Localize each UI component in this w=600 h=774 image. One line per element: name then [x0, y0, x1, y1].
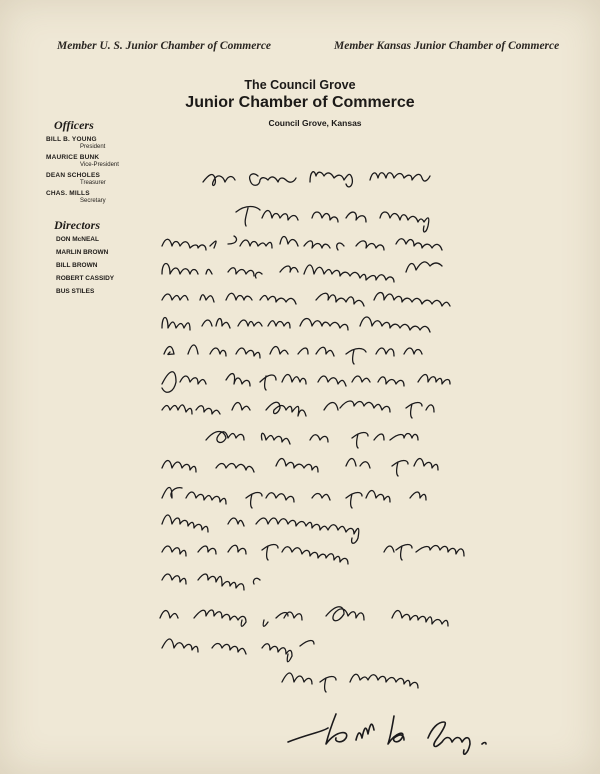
officer-name: CHAS. MILLS	[46, 190, 90, 197]
handwriting-line	[203, 172, 430, 187]
officer-name: DEAN SCHOLES	[46, 172, 101, 179]
officer-title: President	[80, 144, 106, 150]
handwriting-line	[162, 459, 438, 477]
org-location: Council Grove, Kansas	[268, 118, 362, 128]
handwriting-line	[162, 372, 450, 393]
handwriting-line	[162, 401, 434, 418]
officer-title: Treasurer	[80, 180, 106, 186]
director-name: BILL BROWN	[56, 262, 98, 269]
handwriting-line	[164, 345, 422, 364]
handwriting-line	[236, 207, 429, 233]
director-name: ROBERT CASSIDY	[56, 275, 115, 282]
handwriting-line	[162, 639, 314, 662]
directors-heading: Directors	[54, 218, 100, 232]
officer-name: MAURICE BUNK	[46, 154, 100, 161]
member-us-jaycees: Member U. S. Junior Chamber of Commerce	[57, 40, 272, 52]
officer-title: Secretary	[80, 198, 106, 204]
director-name: MARLIN BROWN	[56, 249, 109, 256]
member-kansas-jaycees: Member Kansas Junior Chamber of Commerce	[334, 40, 560, 52]
officer-name: BILL B. YOUNG	[46, 136, 97, 143]
org-line-1: The Council Grove	[244, 78, 356, 92]
handwriting-line	[206, 432, 418, 449]
director-name: DON McNEAL	[56, 236, 99, 243]
handwriting-line	[162, 262, 442, 282]
handwriting-line	[162, 488, 426, 509]
handwriting-line	[162, 236, 442, 250]
handwriting-line	[162, 293, 450, 307]
handwriting-line	[162, 515, 359, 543]
handwriting-line	[162, 574, 260, 590]
org-name: Junior Chamber of Commerce	[185, 94, 415, 111]
officer-title: Vice-President	[80, 162, 119, 168]
handwriting-line	[162, 317, 430, 332]
handwriting-line	[160, 607, 448, 627]
handwriting-line	[162, 545, 464, 565]
officers-heading: Officers	[54, 118, 94, 132]
director-name: BUS STILES	[56, 288, 95, 295]
handwriting-line	[282, 673, 418, 692]
signature	[288, 714, 486, 754]
